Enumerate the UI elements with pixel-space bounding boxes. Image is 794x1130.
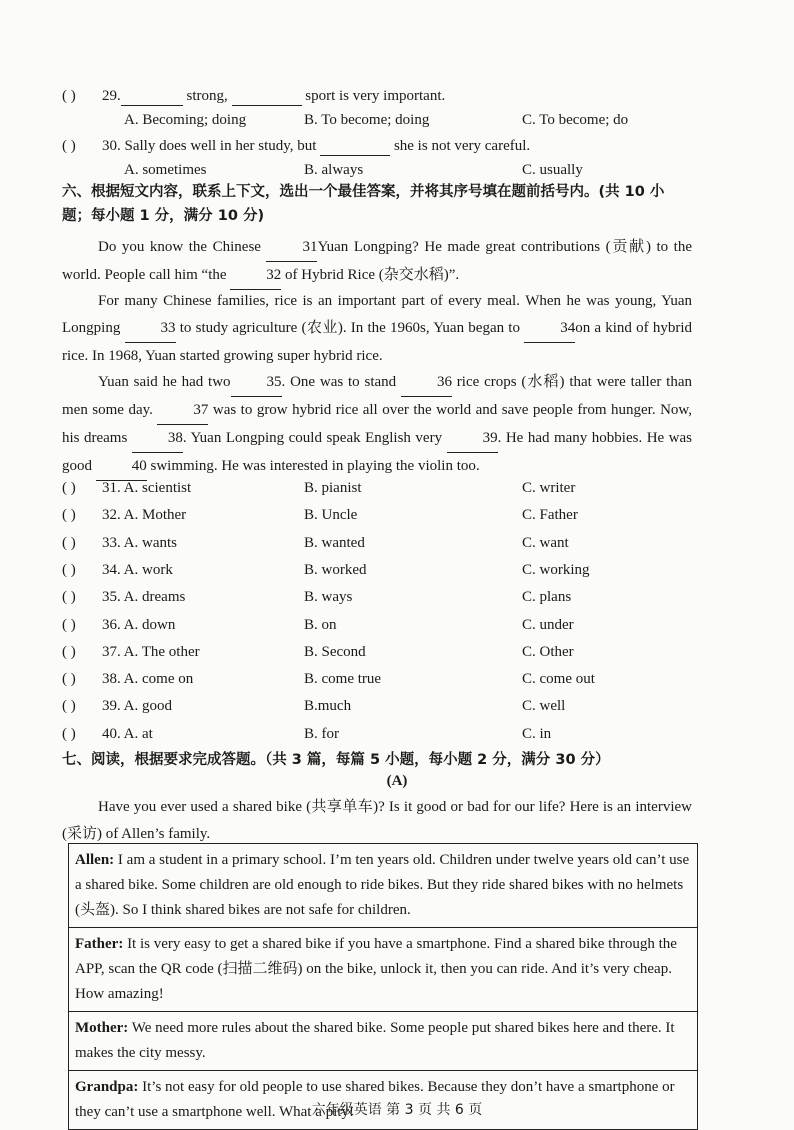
blank-40[interactable]: 40 bbox=[96, 453, 147, 481]
option-b: B.much bbox=[304, 698, 352, 714]
option-b: B. worked bbox=[304, 562, 367, 578]
option-b: B. for bbox=[304, 726, 339, 742]
option-a: 33. A. wants bbox=[102, 535, 177, 551]
speaker-text: It is very easy to get a shared bike if you have a smartphone. Find a shared bike through the APP, scan the QR code (扫描二维码) on the bike, unlock it, then you can ride. And it’s very cheap. How amazing! bbox=[75, 936, 677, 1002]
option-b: B. ways bbox=[304, 589, 353, 605]
answer-bracket[interactable]: ( ) bbox=[62, 644, 76, 660]
option-b: B. always bbox=[304, 162, 364, 178]
question-stem: 29. strong, sport is very important. bbox=[102, 88, 446, 104]
question-37 bbox=[62, 644, 752, 666]
question-30 bbox=[62, 138, 752, 160]
speaker-label: Grandpa: bbox=[75, 1079, 139, 1095]
answer-bracket[interactable]: ( ) bbox=[62, 726, 76, 742]
passage-paragraph-1: Do you know the Chinese 31Yuan Longping? He made great contributions (贡献) to the world. People call him “the 32 of Hybrid Rice (杂交水稻)”. bbox=[62, 234, 692, 290]
question-38 bbox=[62, 671, 752, 693]
question-39 bbox=[62, 698, 752, 720]
answer-bracket[interactable]: ( ) bbox=[62, 138, 76, 154]
blank-39[interactable]: 39 bbox=[447, 425, 498, 453]
option-b: B. pianist bbox=[304, 480, 362, 496]
blank[interactable] bbox=[232, 88, 302, 106]
option-c: C. under bbox=[522, 617, 574, 633]
reading-intro: Have you ever used a shared bike (共享单车)? Is it good or bad for our life? Here is an interview (采访) of Allen’s family. bbox=[62, 799, 692, 842]
option-a: 32. A. Mother bbox=[102, 507, 187, 523]
option-c: C. want bbox=[522, 535, 569, 551]
option-a: 37. A. The other bbox=[102, 644, 200, 660]
option-a: 40. A. at bbox=[102, 726, 153, 742]
option-c: C. plans bbox=[522, 589, 572, 605]
option-a: A. Becoming; doing bbox=[124, 112, 247, 128]
option-c: C. in bbox=[522, 726, 552, 742]
answer-bracket[interactable]: ( ) bbox=[62, 88, 76, 104]
option-a: 34. A. work bbox=[102, 562, 173, 578]
speaker-text: I am a student in a primary school. I’m ten years old. Children under twelve years old can’t use a shared bike. Some children are old enough to ride bikes. But they ride shared bikes with no helmets (头盔). So I think shared bikes are not safe for children. bbox=[75, 852, 690, 918]
answer-bracket[interactable]: ( ) bbox=[62, 617, 76, 633]
speaker-label: Father: bbox=[75, 936, 124, 952]
option-b: B. on bbox=[304, 617, 337, 633]
interview-row-father bbox=[69, 928, 697, 1012]
question-35 bbox=[62, 589, 752, 611]
answer-bracket[interactable]: ( ) bbox=[62, 698, 76, 714]
question-stem: 30. Sally does well in her study, but she is not very careful. bbox=[102, 138, 531, 154]
passage-label: (A) bbox=[386, 773, 408, 789]
answer-bracket[interactable]: ( ) bbox=[62, 671, 76, 687]
option-b: B. Uncle bbox=[304, 507, 358, 523]
option-c: C. usually bbox=[522, 162, 583, 178]
blank-32[interactable]: 32 bbox=[230, 262, 281, 290]
speaker-label: Mother: bbox=[75, 1020, 129, 1036]
option-c: C. well bbox=[522, 698, 566, 714]
option-c: C. writer bbox=[522, 480, 576, 496]
blank-36[interactable]: 36 bbox=[401, 369, 452, 397]
answer-bracket[interactable]: ( ) bbox=[62, 535, 76, 551]
interview-row-allen bbox=[69, 844, 697, 928]
answer-bracket[interactable]: ( ) bbox=[62, 507, 76, 523]
speaker-label: Allen: bbox=[75, 852, 115, 868]
answer-bracket[interactable]: ( ) bbox=[62, 589, 76, 605]
question-31 bbox=[62, 480, 752, 502]
question-32 bbox=[62, 507, 752, 529]
question-34 bbox=[62, 562, 752, 584]
blank-35[interactable]: 35 bbox=[231, 369, 282, 397]
option-c: C. Other bbox=[522, 644, 574, 660]
interview-row-mother bbox=[69, 1012, 697, 1071]
option-a: 39. A. good bbox=[102, 698, 173, 714]
speaker-text: It’s not easy for old people to use shared bikes. Because they don’t have a smartphone or they can’t use a smartphone well. What a pity! bbox=[75, 1079, 675, 1120]
blank-31[interactable]: 31 bbox=[266, 234, 317, 262]
option-b: B. wanted bbox=[304, 535, 365, 551]
option-a: 36. A. down bbox=[102, 617, 176, 633]
option-c: C. To become; do bbox=[522, 112, 629, 128]
interview-table bbox=[68, 843, 698, 1130]
answer-bracket[interactable]: ( ) bbox=[62, 562, 76, 578]
passage-paragraph-2: For many Chinese families, rice is an important part of every meal. When he was young, Yuan Longping 33 to study agriculture (农业). In the 1960s, Yuan began to 34on a kind of hybrid rice. In 1968, Yuan started growing super hybrid rice. bbox=[62, 293, 692, 364]
section-6-heading: 六、根据短文内容，联系上下文，选出一个最佳答案，并将其序号填在题前括号内。(共 10 小 题；每小题 1 分，满分 10 分) bbox=[62, 184, 665, 224]
blank-33[interactable]: 33 bbox=[125, 315, 176, 343]
blank[interactable] bbox=[320, 138, 390, 156]
question-36 bbox=[62, 617, 752, 639]
option-c: C. come out bbox=[522, 671, 595, 687]
option-a: 38. A. come on bbox=[102, 671, 194, 687]
blank-34[interactable]: 34 bbox=[524, 315, 575, 343]
option-c: C. working bbox=[522, 562, 590, 578]
question-40 bbox=[62, 726, 752, 748]
blank[interactable] bbox=[121, 88, 183, 106]
question-29 bbox=[62, 88, 752, 110]
option-b: B. come true bbox=[304, 671, 382, 687]
option-c: C. Father bbox=[522, 507, 578, 523]
blank-37[interactable]: 37 bbox=[157, 397, 208, 425]
option-a: 35. A. dreams bbox=[102, 589, 186, 605]
option-b: B. To become; doing bbox=[304, 112, 430, 128]
option-a: 31. A. scientist bbox=[102, 480, 192, 496]
question-29-options bbox=[62, 112, 752, 134]
option-a: A. sometimes bbox=[124, 162, 207, 178]
page-footer: 六年级英语 第 3 页 共 6 页 bbox=[311, 1102, 483, 1118]
blank-38[interactable]: 38 bbox=[132, 425, 183, 453]
passage-paragraph-3: Yuan said he had two 35. One was to stand 36 rice crops (水稻) that were taller than men some day. 37 was to grow hybrid rice all over the world and save people from hunger. Now, his dreams 38. Yuan Longping could speak English very 39. He had many hobbies. He was good 40 swimming. He was interested in playing the violin too. bbox=[62, 369, 692, 481]
answer-bracket[interactable]: ( ) bbox=[62, 480, 76, 496]
question-33 bbox=[62, 535, 752, 557]
speaker-text: We need more rules about the shared bike. Some people put shared bikes here and there. It makes the city messy. bbox=[75, 1020, 675, 1061]
section-7-heading: 七、阅读，根据要求完成答题。（共 3 篇，每篇 5 小题，每小题 2 分，满分 30 分） bbox=[62, 752, 610, 768]
option-b: B. Second bbox=[304, 644, 366, 660]
